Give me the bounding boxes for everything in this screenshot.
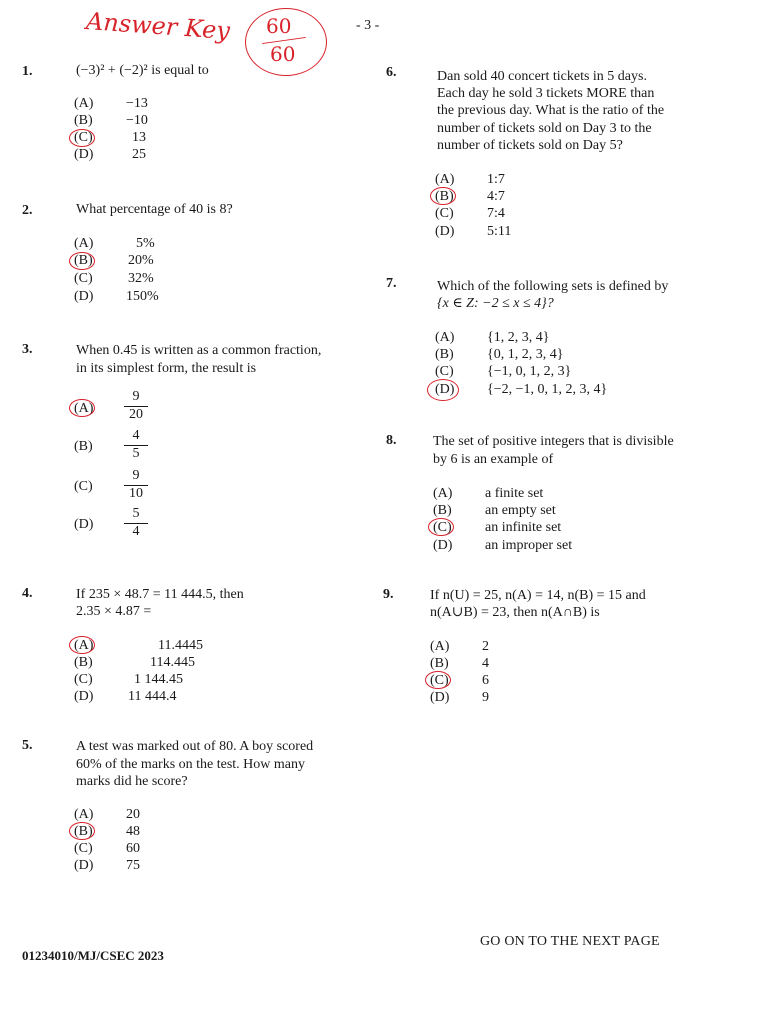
question-text: When 0.45 is written as a common fraction, (76, 343, 322, 358)
option-b: (B) 4 (430, 656, 489, 671)
question-text: in its simplest form, the result is (76, 361, 257, 376)
question-number: 3. (22, 342, 33, 357)
answer-circle (425, 671, 451, 689)
option-c: (C) 60 (74, 841, 140, 856)
answer-key-annotation: Answer Key (85, 7, 231, 45)
question-number: 4. (22, 586, 33, 601)
answer-circle (69, 252, 95, 270)
question-number: 5. (22, 738, 33, 753)
option-b: (B) 20% (74, 253, 154, 268)
option-d-label: (D) (74, 517, 94, 532)
option-c: (C) 7:4 (435, 206, 505, 221)
option-d: (D) 11 444.4 (74, 689, 177, 704)
page-number: - 3 - (356, 18, 380, 33)
option-d: (D) 9 (430, 690, 489, 705)
option-d: (D) {−2, −1, 0, 1, 2, 3, 4} (435, 382, 608, 397)
question-text: (−3)² + (−2)² is equal to (76, 63, 209, 78)
fraction: $\frac{9}{10}$ (124, 468, 148, 502)
question-text: If 235 × 48.7 = 11 444.5, then (76, 587, 244, 602)
option-a: (A) a finite set (433, 486, 544, 501)
option-b: (B) 4:7 (435, 189, 505, 204)
answer-circle (69, 399, 95, 417)
answer-circle (69, 822, 95, 840)
question-text: The set of positive integers that is divisible (433, 434, 674, 449)
option-c-label: (C) (74, 479, 93, 494)
question-text: {x ∈ Z: −2 ≤ x ≤ 4}? (437, 296, 554, 311)
option-a: (A) 2 (430, 639, 489, 654)
question-number: 6. (386, 65, 397, 80)
question-text: A test was marked out of 80. A boy scored (76, 739, 314, 754)
option-c: (C) 32% (74, 271, 154, 286)
option-b: (B) 114.445 (74, 655, 195, 670)
question-text: What percentage of 40 is 8? (76, 202, 233, 217)
option-a: (A) {1, 2, 3, 4} (435, 330, 550, 345)
option-b-label: (B) (74, 439, 93, 454)
score-denominator: 60 (270, 42, 296, 66)
option-a: (A) 11.4445 (74, 638, 203, 653)
question-number: 2. (22, 203, 33, 218)
question-text: 60% of the marks on the test. How many (76, 757, 306, 772)
question-text: n(A∪B) = 23, then n(A∩B) is (430, 605, 600, 620)
option-d: (D) an improper set (433, 538, 573, 553)
score-numerator: 60 (266, 14, 292, 38)
option-d: (D) 25 (74, 147, 146, 162)
next-page-notice: GO ON TO THE NEXT PAGE (480, 934, 660, 949)
option-c: (C) {−1, 0, 1, 2, 3} (435, 364, 572, 379)
option-a: (A) 5% (74, 236, 155, 251)
answer-circle (430, 187, 456, 205)
fraction: $\frac{9}{20}$ (124, 389, 148, 423)
option-a: (A) 1:7 (435, 172, 505, 187)
option-c: (C) 1 144.45 (74, 672, 183, 687)
option-c: (C) 6 (430, 673, 489, 688)
question-text: Dan sold 40 concert tickets in 5 days. (437, 69, 647, 84)
option-b: (B) {0, 1, 2, 3, 4} (435, 347, 564, 362)
option-b: (B) an empty set (433, 503, 556, 518)
question-text: Each day he sold 3 tickets MORE than (437, 86, 655, 101)
question-text: marks did he score? (76, 774, 188, 789)
question-text: If n(U) = 25, n(A) = 14, n(B) = 15 and (430, 588, 646, 603)
answer-circle (69, 129, 95, 147)
question-number: 8. (386, 433, 397, 448)
answer-circle (69, 636, 95, 654)
question-text: number of tickets sold on Day 3 to the (437, 121, 652, 136)
option-a: (A) 20 (74, 807, 140, 822)
question-text: 2.35 × 4.87 = (76, 604, 152, 619)
option-a: (A) −13 (74, 96, 148, 111)
option-d: (D) 150% (74, 289, 159, 304)
option-b: (B) −10 (74, 113, 148, 128)
question-text: by 6 is an example of (433, 452, 554, 467)
option-c: (C) 13 (74, 130, 146, 145)
option-b: (B) 48 (74, 824, 140, 839)
fraction: $\frac{5}{4}$ (124, 506, 148, 540)
option-a-label: (A) (74, 401, 94, 416)
question-number: 1. (22, 64, 33, 79)
fraction: $\frac{4}{5}$ (124, 428, 148, 462)
question-text: the previous day. What is the ratio of the (437, 103, 665, 118)
question-text: Which of the following sets is defined by (437, 279, 669, 294)
paper-code: 01234010/MJ/CSEC 2023 (22, 948, 164, 963)
question-number: 7. (386, 276, 397, 291)
option-d: (D) 75 (74, 858, 140, 873)
answer-circle (427, 379, 459, 401)
option-d: (D) 5:11 (435, 224, 512, 239)
question-text: number of tickets sold on Day 5? (437, 138, 623, 153)
question-number: 9. (383, 587, 394, 602)
option-c: (C) an infinite set (433, 520, 562, 535)
answer-circle (428, 518, 454, 536)
